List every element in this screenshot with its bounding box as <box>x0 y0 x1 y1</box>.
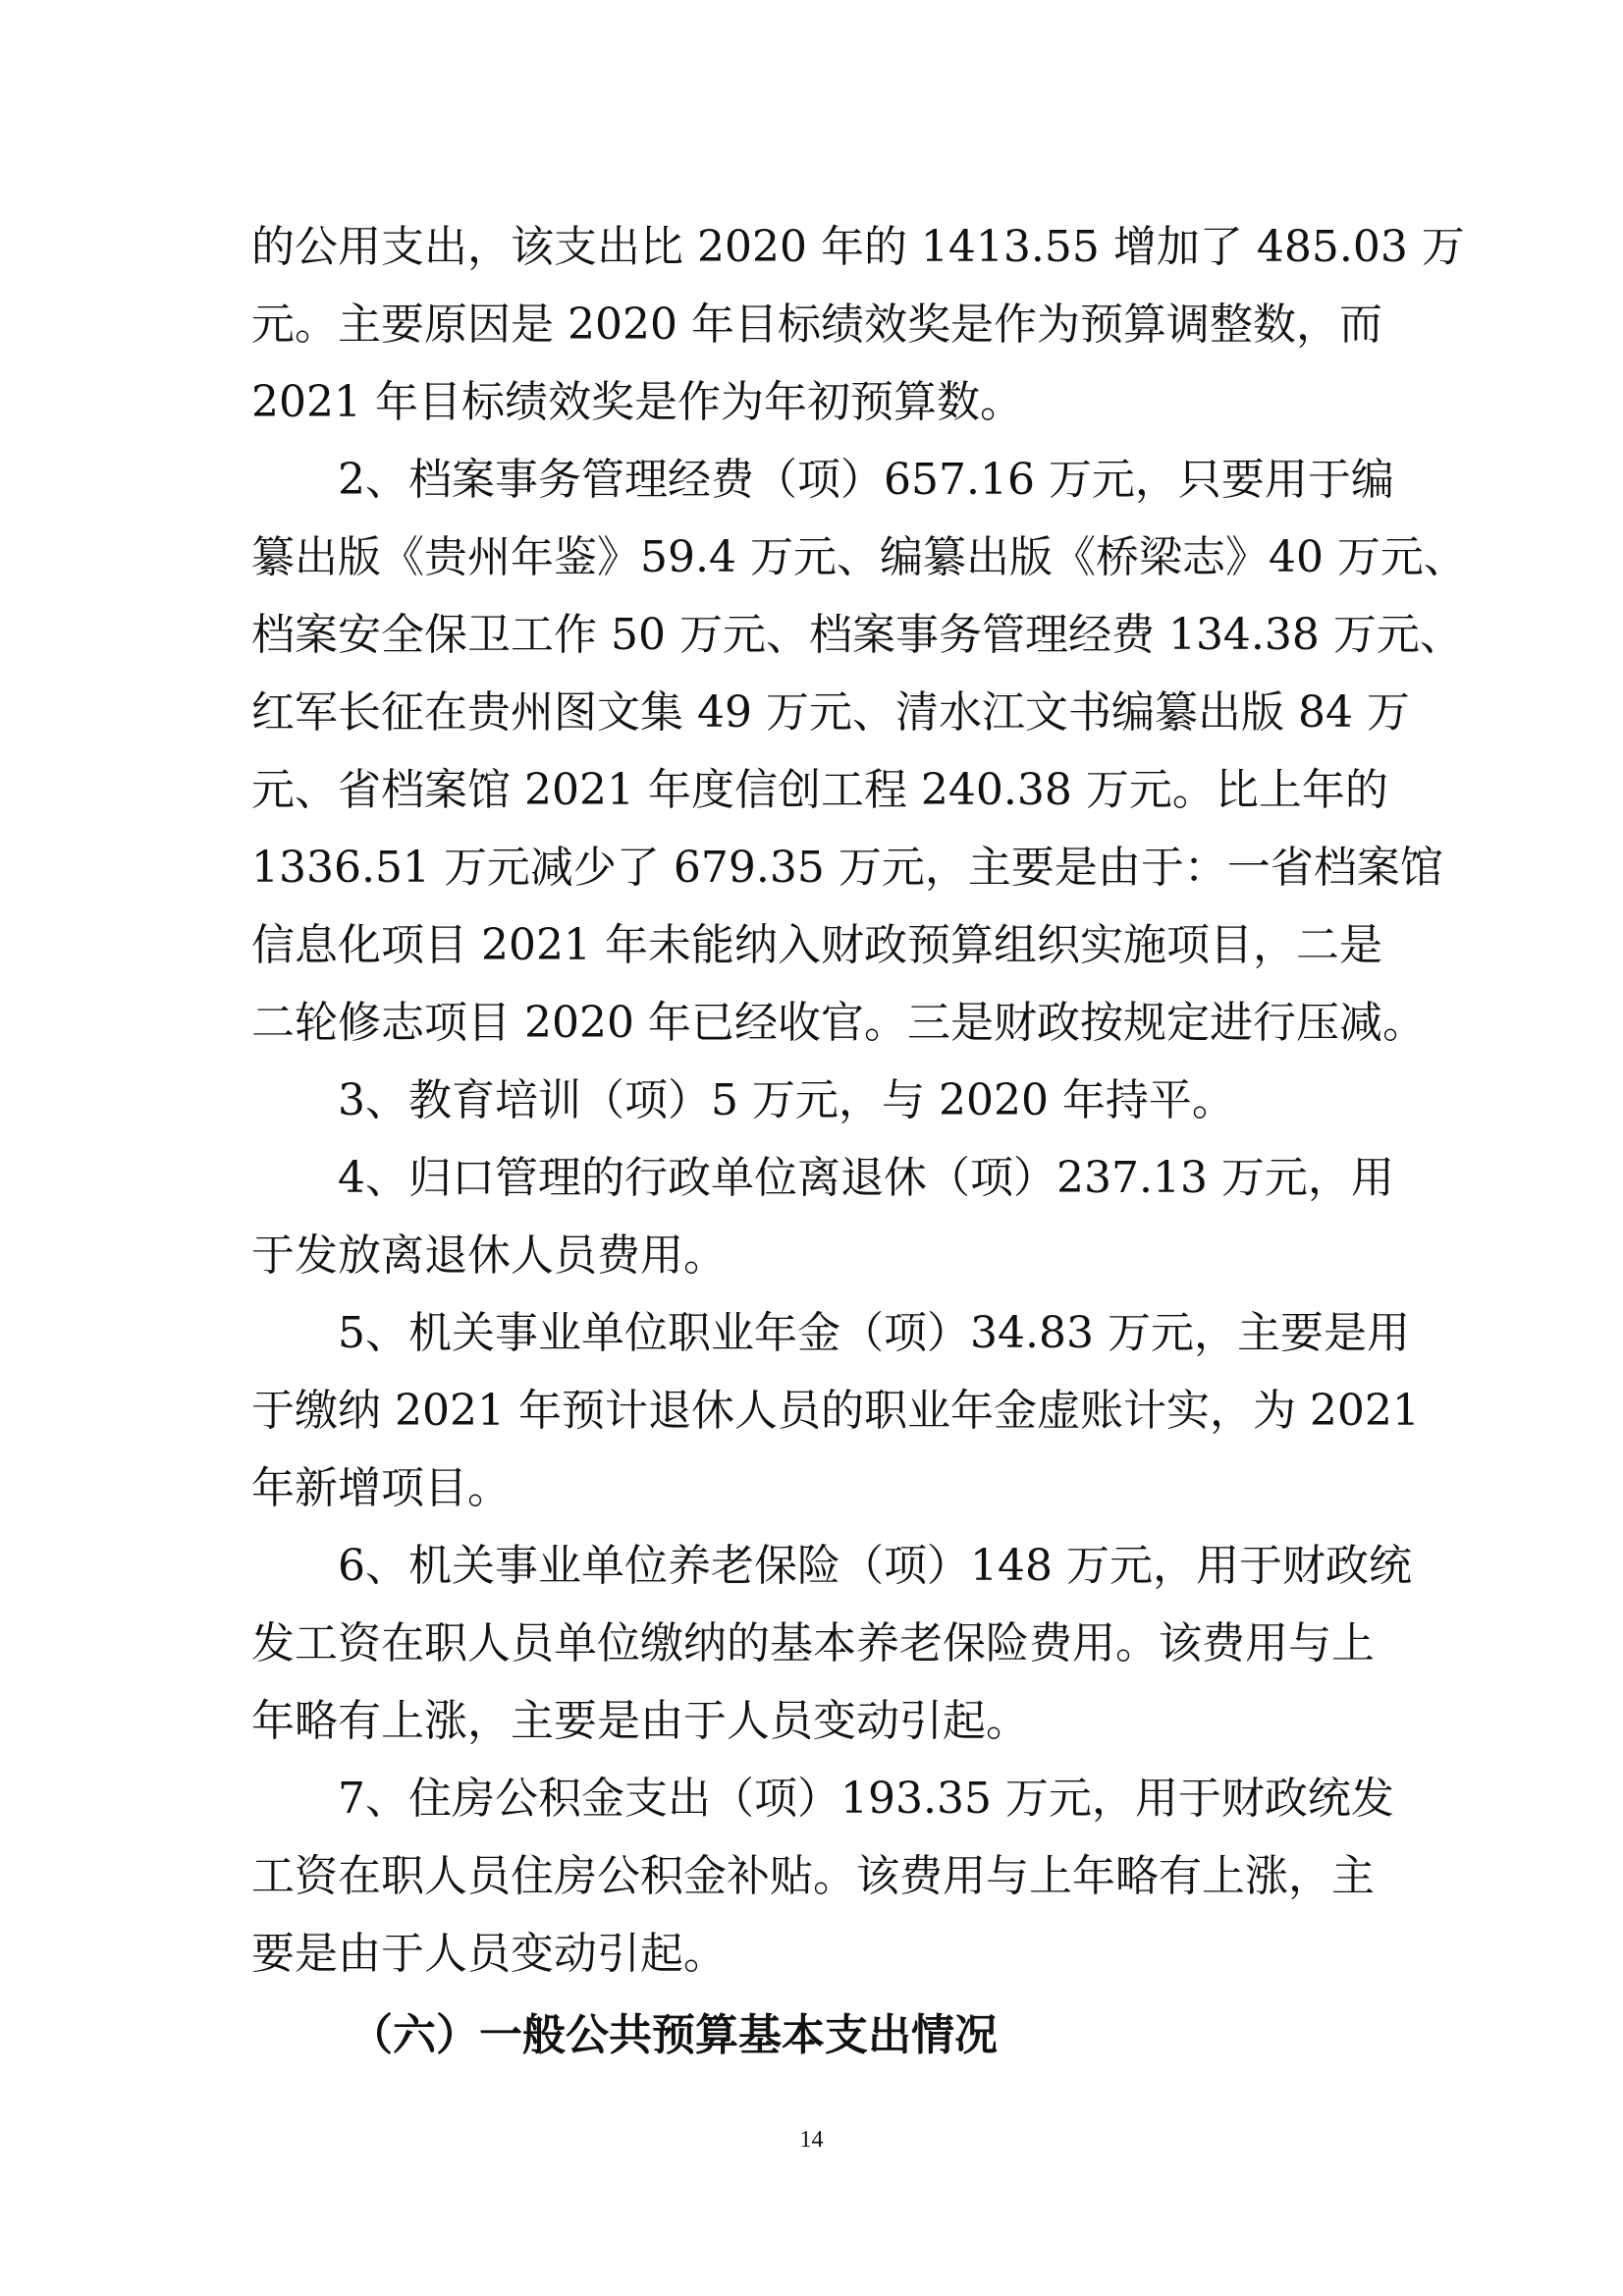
text-line: 二轮修志项目 2020 年已经收官。三是财政按规定进行压减。 <box>251 998 1426 1048</box>
text-line: 1336.51 万元减少了 679.35 万元，主要是由于：一省档案馆 <box>251 843 1443 893</box>
paragraph-start-item-5: 5、机关事业单位职业年金（项）34.83 万元，主要是用 <box>338 1308 1410 1358</box>
text-line: 的公用支出，该支出比 2020 年的 1413.55 增加了 485.03 万 <box>251 222 1465 272</box>
text-line: 元。主要原因是 2020 年目标绩效奖是作为预算调整数，而 <box>251 300 1382 350</box>
text-line: 年新增项目。 <box>251 1463 511 1513</box>
text-line: 工资在职人员住房公积金补贴。该费用与上年略有上涨，主 <box>251 1851 1375 1901</box>
body-text <box>251 208 1467 2074</box>
text-line: 红军长征在贵州图文集 49 万元、清水江文书编纂出版 84 万 <box>251 687 1410 738</box>
text-line: 发工资在职人员单位缴纳的基本养老保险费用。该费用与上 <box>251 1618 1375 1668</box>
text-line: 年略有上涨，主要是由于人员变动引起。 <box>251 1696 1029 1746</box>
text-line: 要是由于人员变动引起。 <box>251 1929 727 1979</box>
section-heading: （六）一般公共预算基本支出情况 <box>350 2010 998 2060</box>
paragraph-start-item-3: 3、教育培训（项）5 万元，与 2020 年持平。 <box>338 1075 1235 1125</box>
text-line: 元、省档案馆 2021 年度信创工程 240.38 万元。比上年的 <box>251 765 1388 815</box>
paragraph-start-item-7: 7、住房公积金支出（项）193.35 万元，用于财政统发 <box>338 1774 1394 1824</box>
text-line: 于发放离退休人员费用。 <box>251 1230 727 1281</box>
text-line: 纂出版《贵州年鉴》59.4 万元、编纂出版《桥梁志》40 万元、 <box>251 532 1467 582</box>
paragraph-start-item-2: 2、档案事务管理经费（项）657.16 万元，只要用于编 <box>338 455 1394 505</box>
paragraph-start-item-4: 4、归口管理的行政单位离退休（项）237.13 万元，用 <box>338 1153 1394 1203</box>
paragraph-start-item-6: 6、机关事业单位养老保险（项）148 万元，用于财政统 <box>338 1541 1412 1591</box>
text-line: 2021 年目标绩效奖是作为年初预算数。 <box>251 377 1023 427</box>
text-line: 信息化项目 2021 年未能纳入财政预算组织实施项目，二是 <box>251 920 1382 970</box>
text-line: 于缴纳 2021 年预计退休人员的职业年金虚账计实，为 2021 <box>251 1386 1420 1436</box>
page-number: 14 <box>799 2127 824 2153</box>
text-line: 档案安全保卫工作 50 万元、档案事务管理经费 134.38 万元、 <box>251 610 1463 660</box>
